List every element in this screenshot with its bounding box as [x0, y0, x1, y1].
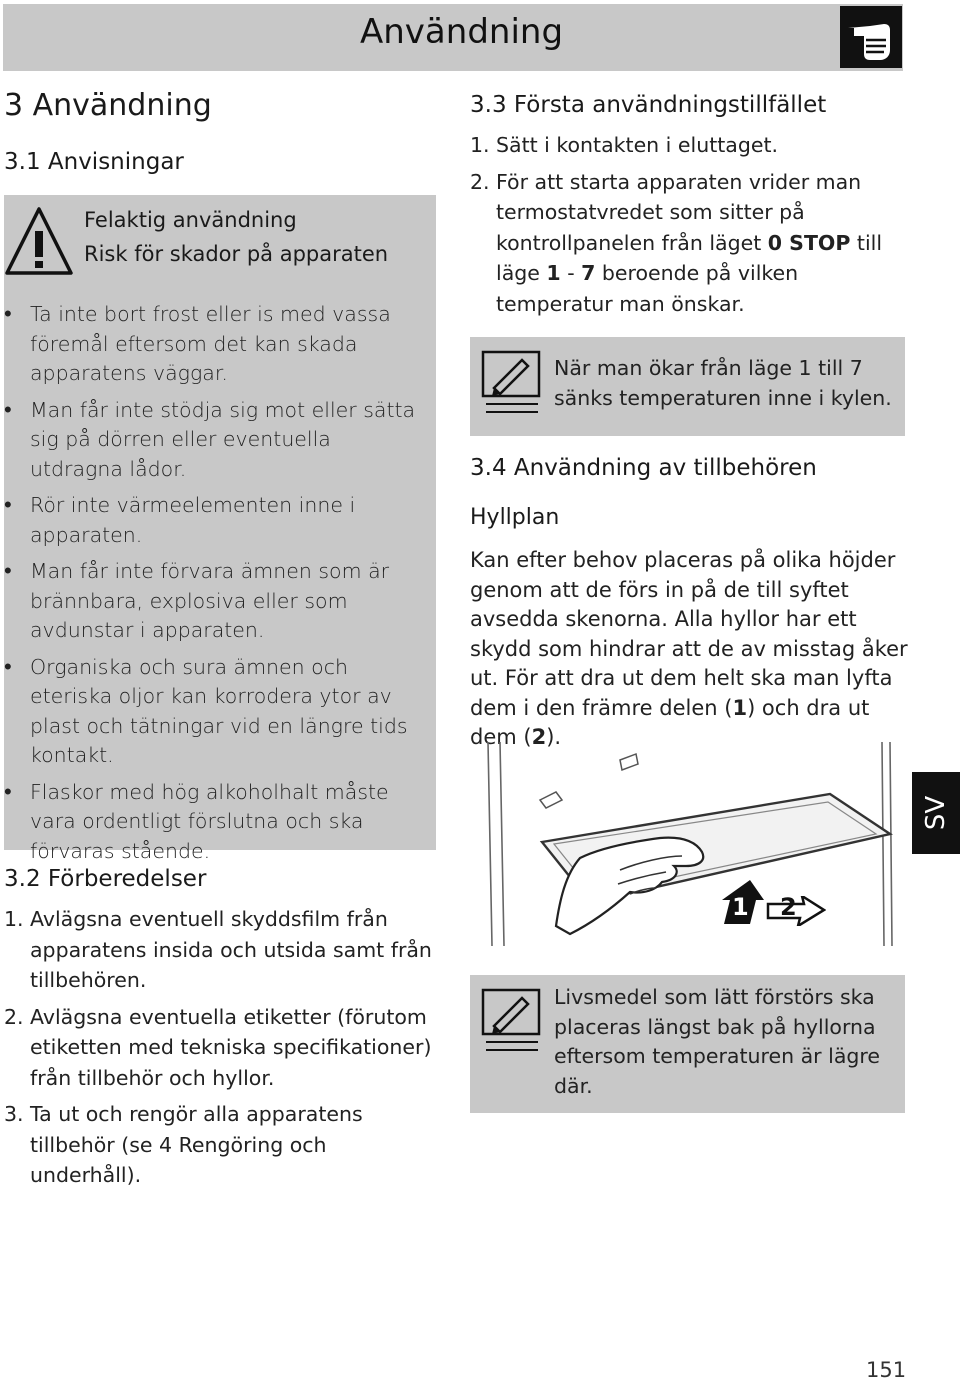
note-text: När man ökar från läge 1 till 7 sänks temperaturen inne i kylen. — [554, 356, 892, 410]
step-text: För att starta apparaten vrider man termostatvredet som sitter på kontrollpanelen från läget 0 STOP till läge 1 - 7 beroende på vilken temperatur man önskar. — [496, 169, 883, 316]
page-header-title: Användning — [360, 12, 564, 52]
warning-list — [4, 300, 429, 873]
note-text: Livsmedel som lätt förstörs ska placeras längst bak på hyllorna eftersom temperaturen är lägre där. — [554, 985, 880, 1098]
subsection-title-3-1: 3.1 Anvisningar — [4, 149, 184, 175]
step-number: 2. — [470, 169, 490, 194]
page-number: 151 — [866, 1358, 907, 1382]
pencil-note-icon — [480, 348, 542, 418]
first-use-steps — [470, 130, 890, 325]
shelf-illustration — [470, 738, 910, 950]
step-number: 3. — [4, 1102, 24, 1126]
list-item: • Ta inte bort frost eller is med vassa föremål eftersom det kan skada apparatens väggar. — [4, 300, 429, 389]
warning-triangle-icon — [4, 205, 74, 277]
subsection-title-3-2: 3.2 Förberedelser — [4, 866, 207, 892]
list-item — [470, 167, 890, 320]
warning-title — [84, 203, 388, 271]
preparation-steps — [4, 904, 436, 1197]
warning-line-2: Risk för skador på apparaten — [84, 242, 389, 266]
pencil-note-icon — [480, 986, 542, 1056]
list-item: • Rör inte värmeelementen inne i apparaten. — [4, 491, 429, 550]
arrow-label-2: 2 — [780, 893, 797, 921]
section-title: 3 Användning — [4, 88, 212, 123]
subsection-title-3-4: 3.4 Användning av tillbehören — [470, 455, 817, 481]
step-number: 1. — [470, 133, 490, 157]
list-item — [4, 1099, 436, 1191]
language-tab-label: SV — [921, 795, 951, 831]
list-item: • Flaskor med hög alkoholhalt måste vara ordentligt förslutna och ska förvaras stående. — [4, 778, 429, 867]
arrow-label-1: 1 — [732, 893, 749, 921]
shelf-subtitle: Hyllplan — [470, 505, 560, 530]
step-text: Ta ut och rengör alla apparatens tillbehör (se 4 Rengöring och underhåll). — [30, 1102, 363, 1187]
step-text: Avlägsna eventuell skyddsfilm från apparatens insida och utsida samt från tillbehören. — [30, 907, 432, 992]
list-item: • Man får inte stödja sig mot eller sätta sig på dörren eller eventuella utdragna lådor. — [4, 396, 429, 485]
shelf-paragraph: Kan efter behov placeras på olika höjder genom att de förs in på de till syftet avsedda skenorna. Alla hyllor har ett skydd som hindrar att de av misstag åker ut. För att dra ut dem helt ska man lyfta dem i den främre delen (1) och dra ut dem (2). — [470, 548, 908, 749]
list-item — [470, 130, 890, 161]
step-text: Sätt i kontakten i eluttaget. — [496, 133, 779, 157]
list-item: • Organiska och sura ämnen och eteriska oljor kan korrodera ytor av plast och tätningar vid en längre tids kontakt. — [4, 653, 429, 771]
step-text: Avlägsna eventuella etiketter (förutom etiketten med tekniska specifikationer) från tillbehör och hyllor. — [30, 1004, 432, 1090]
step-number: 1. — [4, 907, 24, 931]
hand-pointing-icon — [840, 6, 902, 68]
language-tab — [912, 772, 960, 854]
step-number: 2. — [4, 1004, 24, 1029]
list-item: • Man får inte förvara ämnen som är brännbara, explosiva eller som avdunstar i apparaten. — [4, 557, 429, 646]
subsection-title-3-3: 3.3 Första användningstillfället — [470, 92, 827, 118]
warning-line-1: Felaktig användning — [84, 208, 297, 232]
list-item — [4, 1002, 436, 1094]
list-item — [4, 904, 436, 996]
